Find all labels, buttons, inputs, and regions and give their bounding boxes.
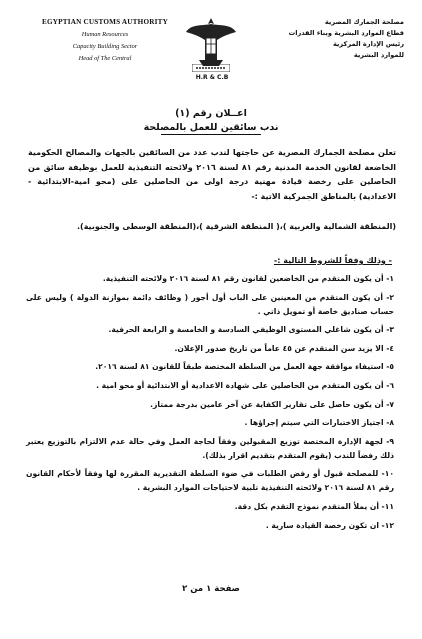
emblem-caption: H.R & C.B [195,74,229,81]
customs-regions: (المنطقة الشمالية والغربية )،( المنطقة الشرقية )،(المنطقة الوسطى والجنوبية). [77,222,396,231]
condition-item: ٣- أن يكون شاغلي المستوى الوظيفي السادسة و الخامسة و الرابعة الحرفية. [108,325,394,335]
department-line-2: Capacity Building Sector [72,43,138,50]
title-underline [161,134,261,135]
conditions-heading: - وذلك وفقاً للشروط التالية :- [273,256,392,265]
announcement-intro: تعلن مصلحة الجمارك المصرية عن حاجتها لندب عدد من السائقين بالجهات والمصالح الحكومية الخاضعة لقانون الخدمة المدنية رقم ٨١ لسنة ٢٠١٦ ولائحته التنفيذية للعمل بوظيفة سائق من الحاصلين على رخصة قيادة مهنية درجة اولى من الحاصلين على (محو امية-الابتدائية - الاعدادية) بالمناطق الجمركية الاتية :- [28,148,396,201]
arabic-header-line-2: قطاع الموارد البشرية وبناء القدرات [288,29,404,37]
authority-name: EGYPTIAN CUSTOMS AUTHORITY [41,18,169,26]
header-english [30,18,180,62]
announcement-title: اعــلان رقم (١) [175,108,247,119]
condition-item: ٨- اجتياز الاختبارات التي سيتم إجراؤها . [244,418,394,428]
department-line-3: Head of The Central [78,55,132,62]
department-line-1: Human Resources [81,31,129,38]
conditions-list [26,272,394,537]
condition-item: ١٠- للمصلحة قبول أو رفض الطلبات في ضوء السلطة التقديرية المقررة لها وفقاً لأحكام القانون رقم ٨١ لسنة ٢٠١٦ ولائحته التنفيذية تلبية لاحتياجات الموارد البشرية . [26,469,394,493]
condition-item: ٤- الا يزيد سن المتقدم عن ٤٥ عاماً من تاريخ صدور الإعلان. [174,343,394,353]
condition-item: ٧- أن يكون حاصل على تقارير الكفاية عن آخر عامين بدرجة ممتاز. [150,399,394,409]
page-number: صفحة ١ من ٢ [182,584,240,594]
arabic-header-line-3: رئيس الإدارة المركزية [332,40,404,48]
condition-item: ٢- أن يكون المتقدم من المعينين على الباب أول أجور ( وظائف دائمة بموازنة الدولة ) وليس على حساب صناديق خاصة أو تمويل ذاتي . [26,292,394,316]
condition-item: ١٢- ان تكون رخصة القيادة سارية . [265,520,394,530]
arabic-header-line-4: للموارد البشرية [353,51,404,59]
condition-item: ٥- استيفاء موافقة جهة العمل من السلطة المختصة طبقاً للقانون ٨١ لسنة ٢٠١٦. [95,362,394,372]
header-arabic [254,18,404,62]
condition-item: ١- أن يكون المتقدم من الخاضعين لقانون رقم ٨١ لسنة ٢٠١٦ ولائحته التنفيذية. [102,274,394,283]
condition-item: ١١- أن يملأ المتقدم نموذج التقدم بكل دقة. [234,501,394,511]
arabic-header-line-1: مصلحة الجمارك المصرية [324,18,404,26]
condition-item: ٩- لجهة الإدارة المختصة توزيع المقبولين وفقاً لحاجة العمل وفي حالة عدم الالتزام بالتوزيع يعتبر ذلك رفضاً للندب (يقوم المتقدم بتقديم اقرار بذلك). [26,436,394,460]
emblem-banner [192,64,230,72]
announcement-subtitle: ندب سائقين للعمل بالمصلحة [143,122,279,133]
condition-item: ٦- أن يكون المتقدم من الحاصلين على شهادة الاعدادية أو الابتدائية أو محو امية . [96,380,394,390]
